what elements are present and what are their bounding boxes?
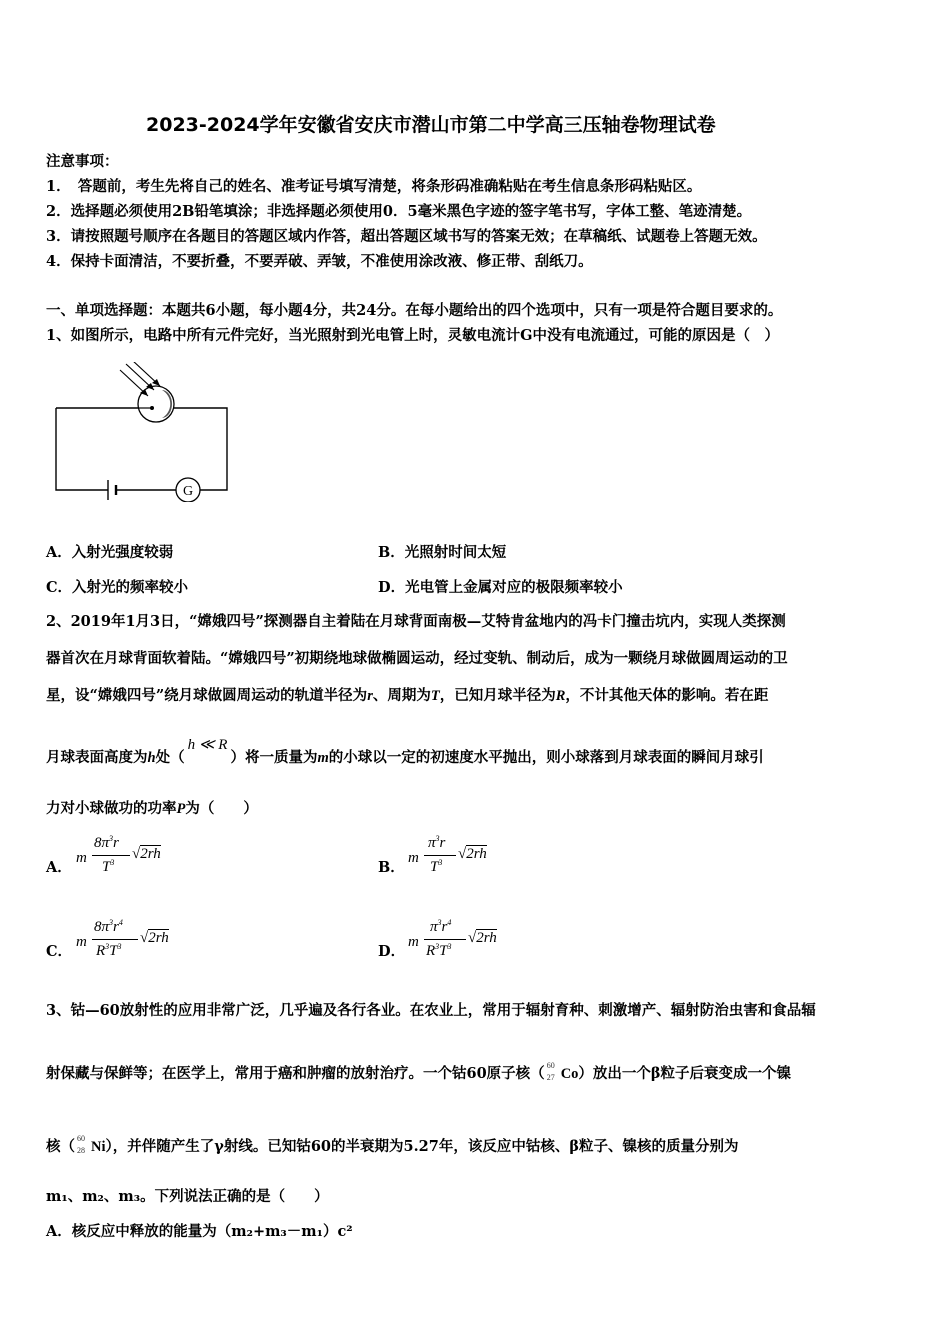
q1-option-a: A．入射光强度较弱	[46, 544, 174, 561]
q3-line-4: m₁、m₂、m₃。下列说法正确的是（ ）	[46, 1188, 329, 1205]
q1-option-b: B．光照射时间太短	[378, 544, 507, 561]
q3-line-1: 3、钴—60放射性的应用非常广泛，几乎遍及各行各业。在农业上，常用于辐射育种、刺激增产、辐射防治虫害和食品辐	[46, 1002, 816, 1019]
notice-item-4: 4．保持卡面清洁，不要折叠，不要弄破、弄皱，不准使用涂改液、修正带、刮纸刀。	[46, 253, 593, 270]
q3-line-3: 核（ 60 28 Ni），并伴随产生了γ射线。已知钴60的半衰期为5.27年，该反应中钴核、β粒子、镍核的质量分别为	[46, 1134, 739, 1155]
q2-option-b-formula: m $\pi^3r$ $T^3$ √2rh	[408, 834, 487, 875]
q2-option-b-label: B．	[378, 859, 405, 876]
q3-line-2: 射保藏与保鲜等；在医学上，常用于癌和肿瘤的放射治疗。一个钴60原子核（ 60 27 Co）放出一个β粒子后衰变成一个镍	[46, 1061, 792, 1082]
notice-item-2: 2．选择题必须使用2B铅笔填涂；非选择题必须使用0．5毫米黑色字迹的签字笔书写，字体工整、笔迹清楚。	[46, 203, 752, 220]
q2-option-d-formula: m $\pi^3r^4$ $R^3T^3$ √2rh	[408, 918, 497, 959]
galvanometer-label: G	[182, 484, 194, 499]
notice-item-1: 1． 答题前，考生先将自己的姓名、准考证号填写清楚，将条形码准确粘贴在考生信息条形码粘贴区。	[46, 178, 702, 195]
circuit-wire	[174, 408, 227, 490]
q1-option-c: C．入射光的频率较小	[46, 579, 189, 596]
q2-option-a-label: A．	[46, 859, 72, 876]
notice-heading: 注意事项：	[46, 153, 119, 170]
co-atomic-number: 27	[546, 1073, 555, 1082]
q1-option-d: D．光电管上金属对应的极限频率较小	[378, 579, 623, 596]
co-mass-number: 60	[546, 1061, 555, 1070]
q2-line-4: 月球表面高度为h处（h ≪ R）将一质量为m的小球以一定的初速度水平抛出，则小球落到月球表面的瞬间月球引	[46, 737, 764, 766]
q2-line-1: 2、2019年1月3日，“嫦娥四号”探测器自主着陆在月球背面南极—艾特肯盆地内的冯卡门撞击坑内，实现人类探测	[46, 613, 786, 630]
q2-line-2: 器首次在月球背面软着陆。“嫦娥四号”初期绕地球做椭圆运动，经过变轨、制动后，成为一颗绕月球做圆周运动的卫	[46, 650, 788, 667]
q2-line-3: 星，设“嫦娥四号”绕月球做圆周运动的轨道半径为r、周期为T，已知月球半径为R，不计其他天体的影响。若在距	[46, 687, 769, 704]
section-heading: 一、单项选择题：本题共6小题，每小题4分，共24分。在每小题给出的四个选项中，只有一项是符合题目要求的。	[46, 302, 783, 319]
q1-stem: 1、如图所示，电路中所有元件完好，当光照射到光电管上时，灵敏电流计G中没有电流通过，可能的原因是（ ）	[46, 327, 779, 344]
q2-line-5: 力对小球做功的功率P为（ ）	[46, 800, 258, 817]
q2-option-c-formula: m $8\pi^3r^4$ $R^3T^3$ √2rh	[76, 918, 169, 959]
notice-item-3: 3．请按照题号顺序在各题目的答题区域内作答，超出答题区域书写的答案无效；在草稿纸、试题卷上答题无效。	[46, 228, 767, 245]
condition-h-less-r: h ≪ R	[187, 737, 228, 753]
q2-option-a-formula: m $8\pi^3r$ $T^3$ √2rh	[76, 834, 161, 875]
ni-mass-number: 60	[77, 1134, 85, 1143]
page-title: 2023-2024学年安徽省安庆市潜山市第二中学高三压轴卷物理试卷	[146, 114, 716, 136]
q2-option-d-label: D．	[378, 943, 406, 960]
q3-option-a: A．核反应中释放的能量为（m₂+m₃－m₁）c²	[46, 1223, 353, 1240]
circuit-wire	[56, 408, 108, 490]
photocell-circuit-diagram	[50, 362, 240, 502]
ni-atomic-number: 28	[77, 1146, 85, 1155]
q2-option-c-label: C．	[46, 943, 73, 960]
